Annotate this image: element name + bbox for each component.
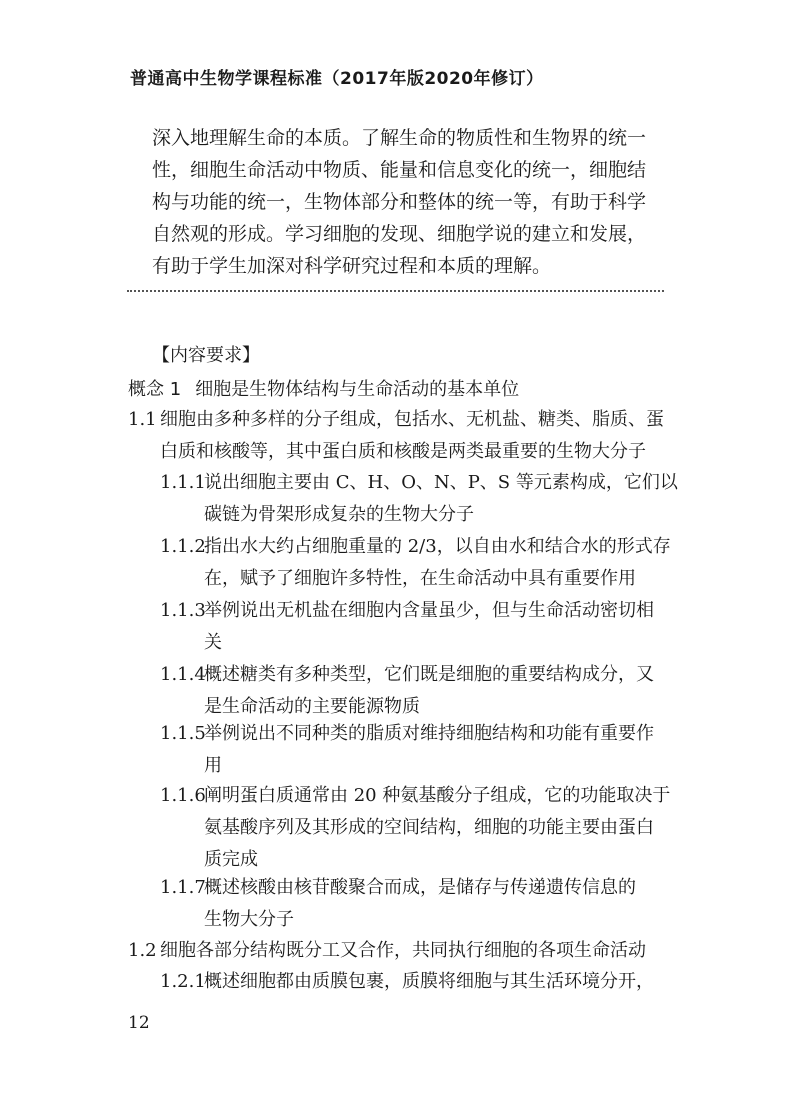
item-line: 细胞由多种多样的分子组成，包括水、无机盐、糖类、脂质、蛋 — [160, 409, 664, 430]
item-line: 白质和核酸等，其中蛋白质和核酸是两类最重要的生物大分子 — [160, 441, 646, 462]
item-line: 细胞各部分结构既分工又合作，共同执行细胞的各项生命活动 — [160, 940, 646, 961]
item-line: 碳链为骨架形成复杂的生物大分子 — [204, 504, 474, 525]
intro-line: 自然观的形成。学习细胞的发现、细胞学说的建立和发展， — [152, 223, 647, 245]
page-number: 12 — [128, 1013, 150, 1033]
intro-line: 有助于学生加深对科学研究过程和本质的理解。 — [152, 255, 552, 277]
item-number: 1.1.4 — [160, 664, 206, 685]
item-line: 生物大分子 — [204, 909, 294, 930]
item-line: 用 — [204, 755, 222, 776]
item-number: 1.1.5 — [160, 723, 206, 744]
item-line: 氨基酸序列及其形成的空间结构，细胞的功能主要由蛋白 — [204, 817, 654, 838]
item-line: 说出细胞主要由 C、H、O、N、P、S 等元素构成，它们以 — [204, 472, 678, 493]
item-line: 举例说出无机盐在细胞内含量虽少，但与生命活动密切相 — [204, 600, 654, 621]
requirement-item — [160, 531, 671, 595]
running-header: 普通高中生物学课程标准（2017年版2020年修订） — [130, 69, 544, 89]
requirement-item — [128, 404, 664, 468]
requirement-item — [160, 467, 678, 531]
intro-paragraph — [152, 122, 652, 282]
item-number: 1.1.1 — [160, 472, 206, 493]
requirement-item — [160, 966, 654, 998]
item-line: 概述细胞都由质膜包裹，质膜将细胞与其生活环境分开， — [204, 971, 654, 992]
item-number: 1.2 — [128, 940, 157, 961]
item-line: 关 — [204, 632, 222, 653]
requirement-item — [128, 935, 646, 967]
intro-line: 深入地理解生命的本质。了解生命的物质性和生物界的统一 — [152, 127, 647, 149]
item-line: 阐明蛋白质通常由 20 种氨基酸分子组成，它的功能取决于 — [204, 785, 671, 806]
requirement-item — [160, 595, 654, 659]
intro-line: 性，细胞生命活动中物质、能量和信息变化的统一，细胞结 — [152, 159, 647, 181]
requirement-item — [160, 872, 636, 936]
item-line: 举例说出不同种类的脂质对维持细胞结构和功能有重要作 — [204, 723, 654, 744]
requirement-item — [160, 718, 654, 782]
item-number: 1.1.3 — [160, 600, 206, 621]
item-number: 1.1.7 — [160, 877, 206, 898]
section-title: 【内容要求】 — [152, 345, 260, 366]
item-number: 1.1.2 — [160, 536, 206, 557]
requirement-item — [160, 659, 654, 723]
dotted-divider — [127, 290, 664, 292]
item-line: 概述核酸由核苷酸聚合而成，是储存与传递遗传信息的 — [204, 877, 636, 898]
intro-line: 构与功能的统一，生物体部分和整体的统一等，有助于科学 — [152, 191, 647, 213]
concept-label: 概念 1 — [128, 379, 182, 400]
item-number: 1.1.6 — [160, 785, 206, 806]
item-line: 概述糖类有多种类型，它们既是细胞的重要结构成分，又 — [204, 664, 654, 685]
concept-heading — [128, 375, 519, 401]
item-number: 1.2.1 — [160, 971, 206, 992]
item-number: 1.1 — [128, 409, 157, 430]
requirement-item — [160, 780, 670, 876]
item-line: 质完成 — [204, 849, 258, 870]
item-line: 在，赋予了细胞许多特性，在生命活动中具有重要作用 — [204, 568, 636, 589]
concept-text: 细胞是生物体结构与生命活动的基本单位 — [195, 379, 520, 400]
item-line: 是生命活动的主要能源物质 — [204, 696, 420, 717]
item-line: 指出水大约占细胞重量的 2/3，以自由水和结合水的形式存 — [204, 536, 671, 557]
